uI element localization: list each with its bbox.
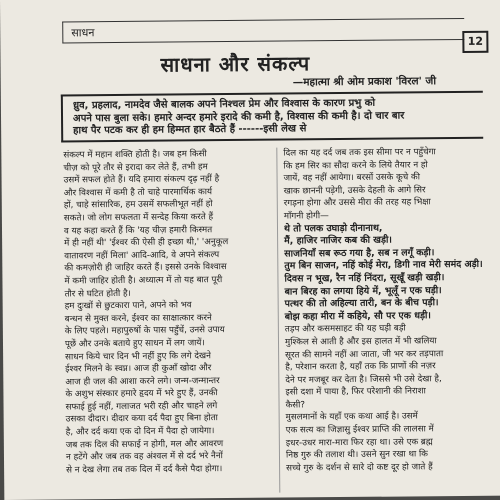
text-line: वातावरण नहीं मिला' आदि-आदि, वे अपने संकल्प — [64, 249, 220, 262]
text-line: साधन किये चार दिन भी नहीं हुए कि लगे देखने — [65, 350, 211, 362]
text-line: हों, चाहे सांसारिक, हम उसमें सफलीभूत नहीं हो — [63, 199, 213, 211]
text-line: है, और दर्द कया एक दो दिन में पैदा हो जायेगा। — [65, 426, 215, 438]
page-number: 12 — [462, 31, 488, 53]
text-line: के अशुभ संस्कार हमारे हृदय में भरे हुए हैं, उनकी — [65, 388, 218, 400]
poem-block — [284, 221, 491, 324]
text-line: पूछें और उनके बताये हुए साधन में लग जायें। — [64, 338, 205, 350]
text-line: निष्ठ गुरु की तलाश थी। उसने सुन रखा था कि — [285, 449, 428, 461]
text-line: जायें, वह नहीं आयेगा। बरसों उसके कूचे की — [283, 172, 420, 184]
text-line: खाक छाननी पड़ेगी, उसके देहली के आगे सिर — [283, 185, 426, 197]
text-line: न हटेंगे और जब तक वह अंश्वल में से दर्द भरे नैनों — [65, 451, 223, 463]
text-line: के लिए पहले। महापुरुषों के पास पहुँचें, उनसे उपाय — [64, 325, 225, 337]
text-line: की कमज़ोरी ही जाहिर करते हैं। इससे उनके विश्वास — [64, 262, 227, 274]
text-line: सच्चे गुरु के दर्शन से सारे दो कष्ट दूर हो जाते हैं — [286, 462, 433, 474]
text-line: बन्धन से मुक्त करने, ईश्वर का साक्षात्कार करने — [64, 312, 212, 325]
text-line: तौर से घटित होती है। — [64, 288, 131, 299]
poem-line: थे तो पलक उघाड़ो दीनानाथ, — [283, 222, 383, 235]
poem-line: दिवस न भूख, रैन नहिं निंदरा, सूखूँ खड़ी खड़ी। — [284, 272, 445, 285]
poem-line: बान बिरह का लगया हिये में, भूलूँ न एक घड़ी। — [284, 284, 442, 298]
article-author: —महात्मा श्री ओम प्रकाश 'विरल' जी — [292, 75, 437, 89]
text-line: में कमी जाहिर होती है। अध्यात्म में तो यह बात पूरी — [64, 275, 223, 287]
text-line: माँगनी होगी— — [283, 211, 329, 222]
quote-line: ध्रुव, प्रहलाद, नामदेव जैसे बालक अपने निश्चल प्रेम और विश्वास के कारण प्रभु को — [72, 97, 376, 112]
text-line: रगड़ना होगा और उससे मीरा की तरह यह भिक्षा — [283, 197, 431, 209]
text-line: और विश्वास में कमी है तो चाहे पारमार्थिक कार्य — [63, 186, 213, 199]
text-line: इधर-उधर मारा-मारा फिर रहा था। उसे एक ब्रह्म — [285, 436, 433, 449]
text-line: देने पर मजबूर कर देता है। जिससे भी उसे देखा है, — [285, 373, 442, 386]
text-line: तड़प और कसमसाहट की यह घड़ी बड़ी — [284, 323, 406, 335]
column-divider — [276, 148, 280, 493]
section-name: साधन — [71, 26, 95, 40]
quote-line: हाथ पैर पटक कर ही हम हिम्मत हार बैठते हैं ------इसी लेख से — [73, 123, 307, 137]
text-line: से न देख लेगा तब तक दिल में दर्द कैसे पैदा होगा। — [66, 463, 223, 476]
text-line: है, परेशान करता है, यहाँ तक कि प्राणों की नज़र — [285, 361, 436, 373]
pull-quote-box — [61, 91, 483, 143]
text-line: जब तक दिल की सफाई न होगी, मल और आवरण — [65, 438, 224, 451]
text-line: चीज़ को पूरे तौर से इरादा कर लेते हैं, तभी हम — [63, 161, 208, 174]
poem-line: बोझ कहा मीरा में कहिये, सौ पर एक धड़ी। — [284, 309, 431, 323]
text-line: सूरत की सामने नहीं आ जाता, जी भर कर तड़पाता — [285, 348, 444, 361]
quote-line: अपने पास बुला सके। हमारे अन्दर हमारे इरादे की कमी है, विश्वास की कमी है। दो चार बार — [72, 109, 405, 124]
text-line: संकल्प में महान शक्ति होती है। जब हम किसी — [63, 149, 207, 161]
text-line: मुश्किल से आती है और इस हालत में भी खलिया — [284, 336, 437, 348]
poem-line: पत्थर की तो अहिल्या तारी, बन के बीच पड़ी। — [284, 297, 439, 310]
text-line: उसका दीदार। दीदार कया दर्द पैदा हुए बिना होता — [65, 413, 218, 425]
article-title: साधना और संकल्प — [160, 51, 311, 77]
text-line: इसी दशा में पाया है, फिर परेशानी की निराशा — [285, 386, 426, 398]
text-line: सफाई हुई नहीं, गलाजत भरी रही और चाहने लगे — [65, 400, 218, 413]
text-line: दिल का यह दर्द जब तक इस सीमा पर न पहुँचेगा — [283, 147, 436, 159]
left-column — [63, 148, 274, 477]
text-line: सकते। जो लोग सफलता में सन्देह किया करते हैं — [63, 212, 214, 224]
right-column — [283, 146, 492, 475]
text-line: उसमें सफल होते हैं। यदि हमारा संकल्प दृढ़ नहीं है — [63, 174, 220, 186]
text-line: में ही नहीं थी' 'ईश्वर की ऐसी ही इच्छा थी,' 'अनुकूल — [64, 237, 229, 249]
text-line: हम दुःखों से छुटकारा पाने, अपने को भव — [64, 300, 192, 312]
text-line: ईश्वर मिलने के स्वप्न। आज ही कुआँ खोदा और — [65, 363, 212, 375]
text-line: कैसी? — [285, 400, 305, 411]
text-line: कि हम सिर का सौदा करने के लिये तैयार न हो — [283, 159, 428, 172]
poem-line: मैं, हाजिर नाजिर कब की खड़ी। — [284, 234, 392, 247]
text-line: मुसलमानों के यहाँ एक कथा आई है। उसमें — [285, 411, 418, 423]
text-line: आज ही जल की आशा करने लगे। जन्म-जन्मान्तर — [65, 375, 220, 388]
text-line: व यह कहा करते हैं कि 'यह चीज़ हमारी किस्मत — [63, 224, 213, 237]
text-line: एक सत्य का जिज्ञासु ईश्वर प्राप्ति की लालसा में — [285, 424, 434, 436]
poem-line: तुम बिन साजन, नहिं कोई मेरा, डिगी नाव मेरी समंद अड़ी। — [284, 259, 483, 272]
poem-line: साजनियाँ सब रूठ गया है, सब न लगूँ कड़ी। — [284, 246, 435, 260]
running-header — [62, 18, 464, 44]
